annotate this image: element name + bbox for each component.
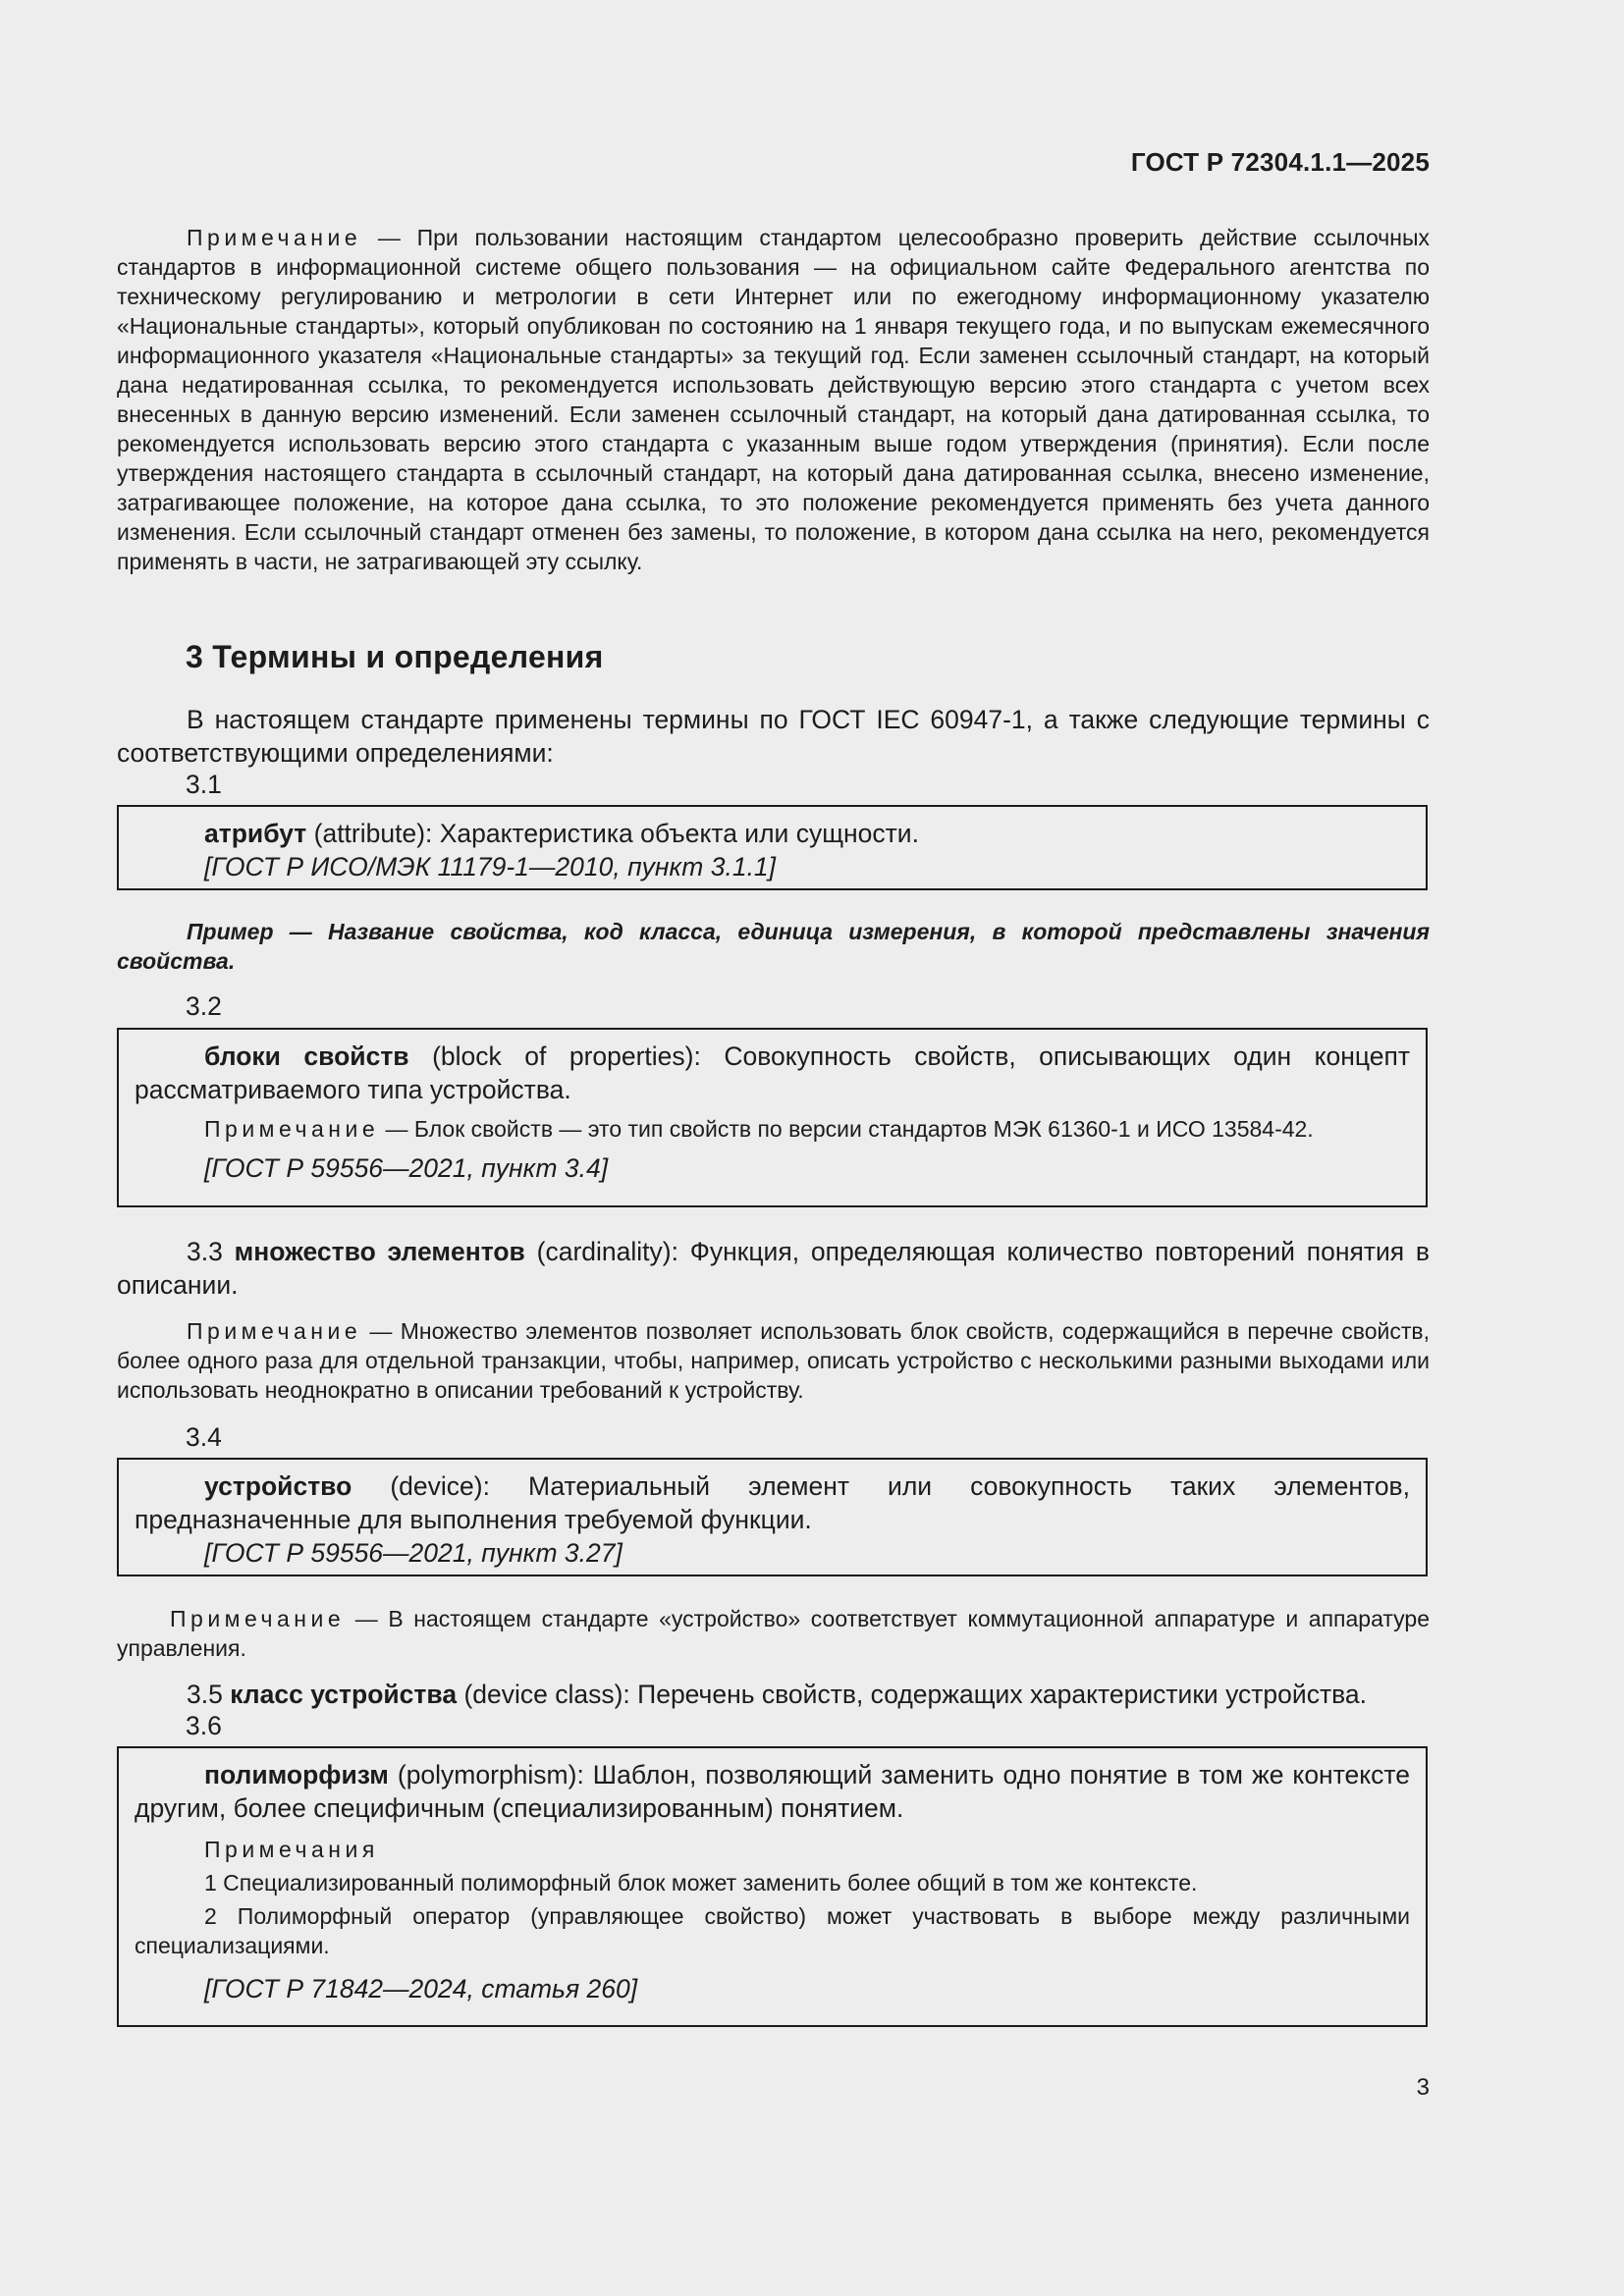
term-note: Примечание — В настоящем стандарте «устройство» соответствует коммутационной аппаратуре и аппаратуре управления. [117, 1606, 1430, 1661]
term-cardinality: 3.3 множество элементов (cardinality): Функция, определяющая количество повторений понятия в описании. [117, 1237, 1430, 1300]
term-note: Примечание — Множество элементов позволяет использовать блок свойств, содержащийся в перечне свойств, более одного раза для отдельной транзакции, чтобы, например, описать устройство с несколькими разными выходами или использовать неоднократно в описании требований к устройству. [117, 1318, 1430, 1403]
term-note: 2 Полиморфный оператор (управляющее свойство) может участвовать в выборе между различными специализациями. [135, 1903, 1410, 1958]
intro-note [117, 223, 1430, 576]
term-note: 1 Специализированный полиморфный блок может заменить более общий в том же контексте. [204, 1870, 1198, 1896]
term-number: 3.6 [186, 1711, 222, 1740]
term-definition: блоки свойств (block of properties): Совокупность свойств, описывающих один концепт рассматриваемого типа устройства. [135, 1041, 1410, 1104]
note-text: — При пользовании настоящим стандартом целесообразно проверить действие ссылочных стандартов в информационной системе общего пользования — на официальном сайте Федерального агентства по техническому регулированию и метрологии в сети Интернет или по ежегодному информационному указателю «Национальные стандарты», который опубликован по состоянию на 1 января текущего года, и по выпускам ежемесячного информационного указателя «Национальные стандарты» за текущий год. Если заменен ссылочный стандарт, на который дана недатированная ссылка, то рекомендуется использовать действующую версию этого стандарта с учетом всех внесенных в данную версию изменений. Если заменен ссылочный стандарт, на который дана датированная ссылка, то рекомендуется использовать версию этого стандарта с указанным выше годом утверждения (принятия). Если после утверждения настоящего стандарта в ссылочный стандарт, на который дана датированная ссылка, внесено изменение, затрагивающее положение, на которое дана ссылка, то это положение рекомендуется применять без учета данного изменения. Если ссылочный стандарт отменен без замены, то положение, в котором дана ссылка на него, рекомендуется применять в части, не затрагивающей эту ссылку. [117, 225, 1430, 574]
term-source: [ГОСТ Р 59556—2021, пункт 3.27] [204, 1538, 623, 1568]
section-intro: В настоящем стандарте применены термины по ГОСТ IEC 60947-1, а также следующие термины с соответствующими определениями: [117, 705, 1430, 768]
term-number: 3.1 [186, 770, 222, 799]
term-name: блоки свойств [204, 1041, 409, 1071]
document-id: ГОСТ Р 72304.1.1—2025 [1130, 147, 1430, 177]
term-name: атрибут [204, 819, 307, 848]
term-name: устройство [204, 1471, 352, 1501]
term-definition: устройство (device): Материальный элемент или совокупность таких элементов, предназначенные для выполнения требуемой функции. [135, 1471, 1410, 1534]
term-number: 3.4 [186, 1422, 222, 1452]
example-text: Пример — Название свойства, код класса, единица измерения, в которой представлены значения свойства. [117, 919, 1430, 974]
note-label: Примечание [187, 225, 362, 250]
section-heading: 3 Термины и определения [186, 639, 604, 674]
term-source: [ГОСТ Р 71842—2024, статья 260] [204, 1974, 638, 2003]
term-box-polymorphism [117, 1746, 1428, 2027]
term-device-class: 3.5 класс устройства (device class): Перечень свойств, содержащих характеристики устройства. [187, 1680, 1367, 1709]
term-name: класс устройства [230, 1680, 458, 1709]
term-box-device [117, 1458, 1428, 1576]
page-number: 3 [1416, 2074, 1430, 2101]
term-name: множество элементов [234, 1237, 525, 1266]
term-definition: полиморфизм (polymorphism): Шаблон, позволяющий заменить одно понятие в том же контексте другим, более специфичным (специализированным) понятием. [135, 1760, 1410, 1823]
term-box-attribute [117, 805, 1428, 890]
term-name: полиморфизм [204, 1760, 389, 1789]
term-number: 3.2 [186, 991, 222, 1021]
term-note: Примечание — Блок свойств — это тип свойств по версии стандартов МЭК 61360-1 и ИСО 13584-42. [204, 1116, 1314, 1142]
term-definition: атрибут (attribute): Характеристика объекта или сущности. [204, 819, 919, 848]
term-box-block-of-properties [117, 1028, 1428, 1207]
term-source: [ГОСТ Р 59556—2021, пункт 3.4] [204, 1153, 609, 1183]
notes-label: Примечания [204, 1837, 379, 1862]
term-source: [ГОСТ Р ИСО/МЭК 11179-1—2010, пункт 3.1.1] [204, 852, 777, 881]
